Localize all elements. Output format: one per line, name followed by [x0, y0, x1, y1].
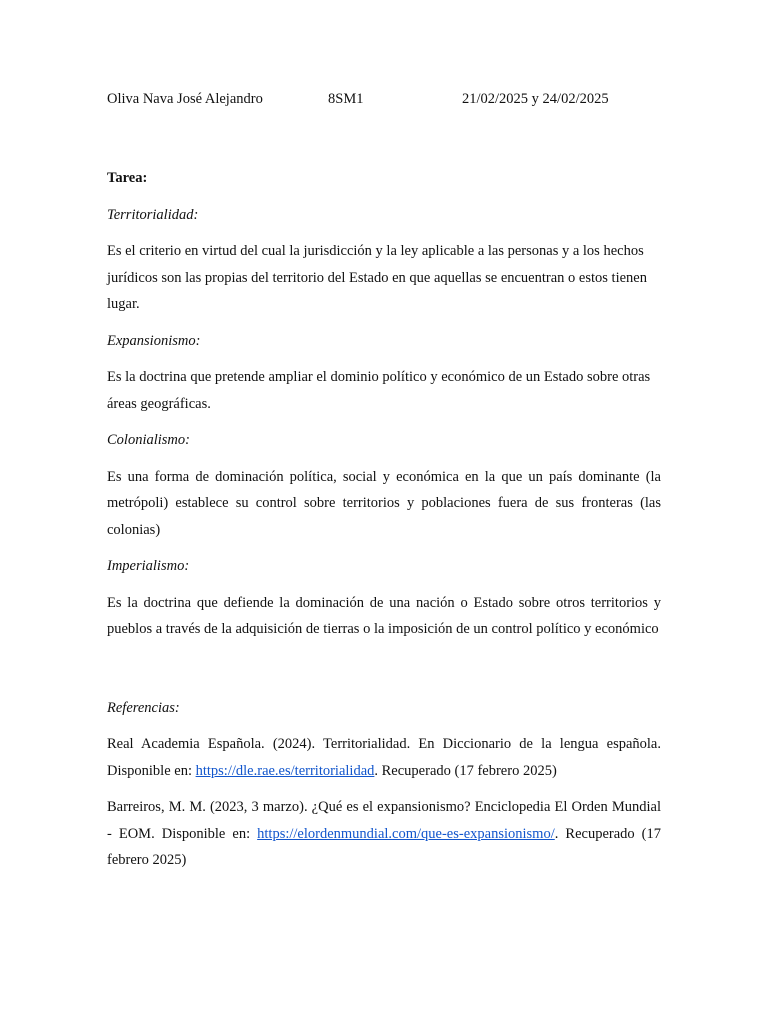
reference-link[interactable]: https://dle.rae.es/territorialidad [195, 762, 375, 779]
task-heading: Tarea: [107, 170, 148, 186]
document-body [107, 165, 661, 884]
section-territorialidad [107, 202, 661, 318]
reference-retrieved: . Recuperado (17 febrero 2025) [374, 762, 557, 779]
reference-text: Barreiros, M. M. (2023, 3 marzo). ¿Qué es el expansionismo? Enciclopedia El Orden Mundial - EOM. Disponible en: [107, 799, 661, 842]
reference-retrieved: . Recuperado (17 febrero 2025) [107, 825, 661, 868]
term-definition: Es una forma de dominación política, social y económica en la que un país dominante (la metrópoli) establece su control sobre territorios y poblaciones fuera de sus fronteras (las colonias) [107, 468, 661, 538]
student-group: 8SM1 [328, 91, 364, 107]
references-heading: Referencias: [107, 699, 180, 716]
reference-item [107, 731, 661, 784]
section-imperialismo [107, 553, 661, 643]
reference-text: Real Academia Española. (2024). Territorialidad. En Diccionario de la lengua española. Disponible en: [107, 736, 661, 779]
document-header [107, 91, 661, 111]
term-definition: Es el criterio en virtud del cual la jurisdicción y la ley aplicable a las personas y a los hechos jurídicos son las propias del territorio del Estado en que aquellas se encuentran o estos tienen lugar. [107, 243, 647, 312]
term-heading: Colonialismo: [107, 432, 190, 448]
section-colonialismo [107, 427, 661, 543]
section-expansionismo [107, 328, 661, 418]
student-name: Oliva Nava José Alejandro [107, 91, 263, 107]
term-heading: Imperialismo: [107, 558, 190, 574]
reference-item [107, 794, 661, 874]
assignment-dates: 21/02/2025 y 24/02/2025 [462, 91, 609, 107]
term-heading: Expansionismo: [107, 332, 201, 349]
reference-link[interactable]: https://elordenmundial.com/que-es-expansionismo/ [257, 825, 555, 842]
term-heading: Territorialidad: [107, 206, 199, 223]
term-definition: Es la doctrina que defiende la dominación de una nación o Estado sobre otros territorios y pueblos a través de la adquisición de tierras o la imposición de un control político y económico [107, 594, 661, 637]
term-definition: Es la doctrina que pretende ampliar el dominio político y económico de un Estado sobre otras áreas geográficas. [107, 369, 651, 412]
